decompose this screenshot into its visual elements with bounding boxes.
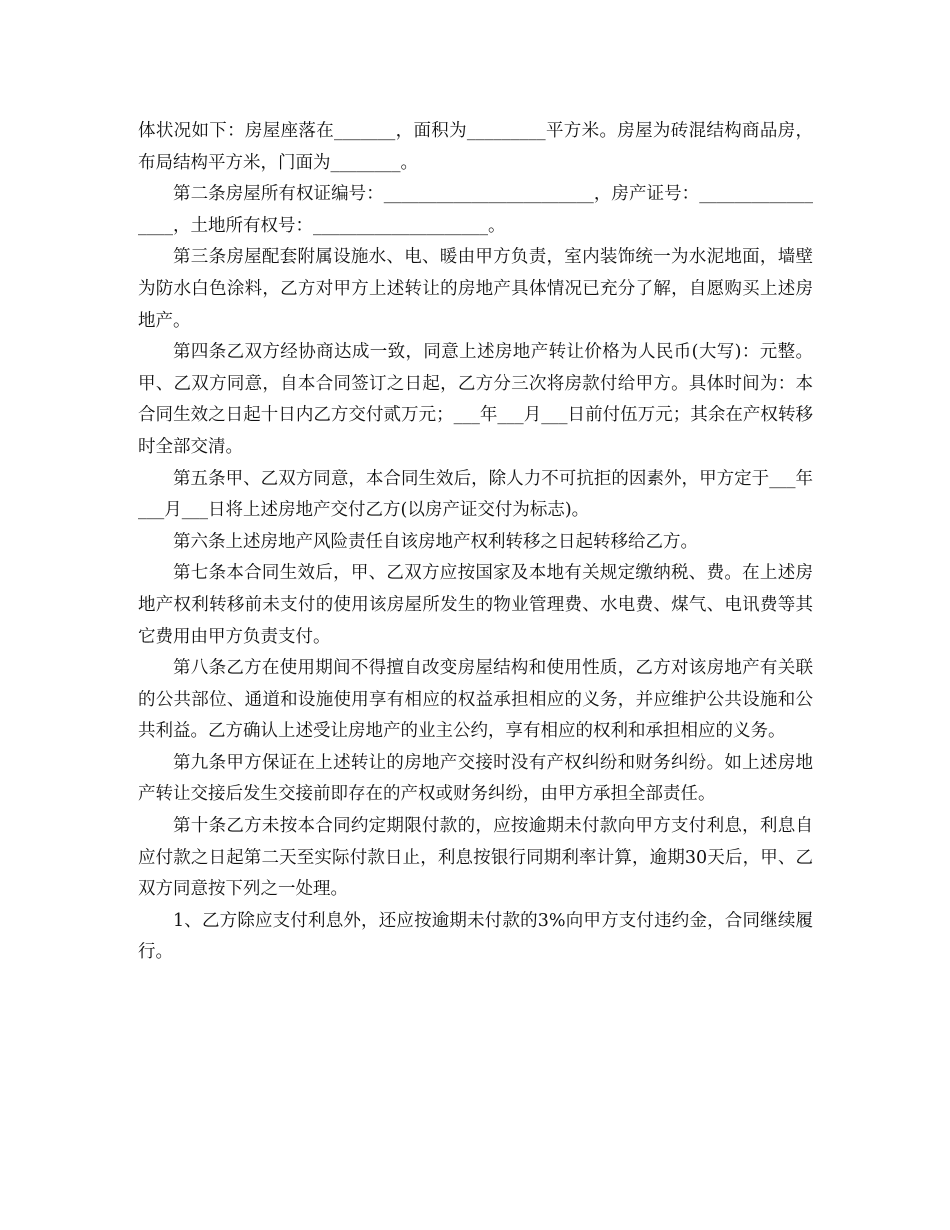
paragraph-article-2: 第二条房屋所有权证编号：________________________，房产证号：_________________，土地所有权号：____________________。 — [138, 184, 813, 236]
paragraph-article-7: 第七条本合同生效后，甲、乙双方应按国家及本地有关规定缴纳税、费。在上述房地产权利转移前未支付的使用该房屋所发生的物业管理费、水电费、煤气、电讯费等其它费用由甲方负责支付。 — [138, 563, 813, 647]
paragraph-article-9: 第九条甲方保证在上述转让的房地产交接时没有产权纠纷和财务纠纷。如上述房地产转让交接后发生交接前即存在的产权或财务纠纷，由甲方承担全部责任。 — [138, 752, 813, 805]
paragraph-article-8: 第八条乙方在使用期间不得擅自改变房屋结构和使用性质，乙方对该房地产有关联的公共部位、通道和设施使用享有相应的权益承担相应的义务，并应维护公共设施和公共利益。乙方确认上述受让房地产的业主公约，享有相应的权利和承担相应的义务。 — [138, 658, 813, 742]
paragraph-clause-1: 1、乙方除应支付利息外，还应按逾期未付款的3%向甲方支付违约金，合同继续履行。 — [138, 910, 813, 963]
paragraph-article-5: 第五条甲、乙双方同意，本合同生效后，除人力不可抗拒的因素外，甲方定于___年___月___日将上述房地产交付乙方(以房产证交付为标志)。 — [138, 468, 813, 521]
document-body — [138, 116, 813, 969]
paragraph-article-6: 第六条上述房地产风险责任自该房地产权利转移之日起转移给乙方。 — [173, 531, 698, 552]
paragraph-property-description: 体状况如下：房屋座落在_______，面积为_________平方米。房屋为砖混结构商品房，布局结构平方米，门面为________。 — [138, 121, 813, 173]
paragraph-article-4: 第四条乙双方经协商达成一致，同意上述房地产转让价格为人民币(大写)：元整。甲、乙双方同意，自本合同签订之日起，乙方分三次将房款付给甲方。具体时间为：本合同生效之日起十日内乙方交付贰万元；___年___月___日前付伍万元；其余在产权转移时全部交清。 — [138, 342, 813, 457]
paragraph-article-3: 第三条房屋配套附属设施水、电、暖由甲方负责，室内装饰统一为水泥地面，墙壁为防水白色涂料，乙方对甲方上述转让的房地产具体情况已充分了解，自愿购买上述房地产。 — [138, 247, 813, 331]
paragraph-article-10: 第十条乙方未按本合同约定期限付款的，应按逾期未付款向甲方支付利息，利息自应付款之日起第二天至实际付款日止，利息按银行同期利率计算，逾期30天后，甲、乙双方同意按下列之一处理。 — [138, 816, 813, 900]
